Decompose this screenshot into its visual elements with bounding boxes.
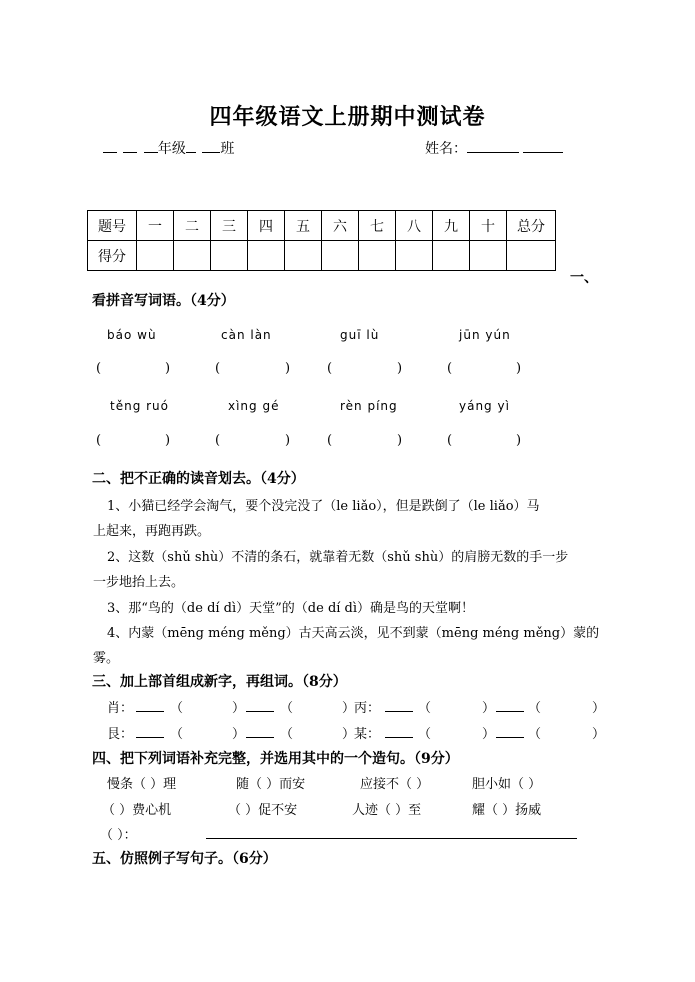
paren-close: ） (592, 727, 606, 742)
blank-line[interactable] (136, 737, 164, 738)
q2-line: 3、那“鸟的（de dí dì）天堂”的（de dí dì）确是鸟的天堂啊！ (107, 601, 475, 616)
pinyin-item: těng ruó (110, 399, 170, 413)
sentence-prompt: （ ）： (100, 828, 137, 843)
q3-char: 肖： (107, 701, 134, 716)
paren-open: （ (418, 727, 432, 742)
q1-number: 一、 (570, 270, 598, 286)
q3-char: 丙： (354, 701, 381, 716)
answer-paren-close: ) (397, 361, 403, 376)
answer-paren-open: ( (447, 433, 453, 448)
table-cell: 得分 (88, 241, 137, 271)
pinyin-item: guī lù (340, 328, 380, 342)
answer-paren-open: ( (327, 361, 333, 376)
answer-paren-close: ) (516, 433, 522, 448)
table-cell: 一 (137, 211, 174, 241)
paren-close: ） (482, 727, 496, 742)
score-cell[interactable] (433, 241, 470, 271)
q2-heading: 二、把不正确的读音划去。（4分） (92, 471, 305, 487)
blank-line[interactable] (385, 711, 413, 712)
score-cell[interactable] (285, 241, 322, 271)
score-table-score-row (88, 241, 556, 271)
paren-close: ） (342, 727, 356, 742)
table-cell: 九 (433, 211, 470, 241)
answer-paren-close: ) (165, 433, 171, 448)
pinyin-item: rèn píng (340, 399, 398, 413)
blank-line[interactable] (136, 711, 164, 712)
blank-line[interactable] (496, 711, 524, 712)
pinyin-item: xìng gé (228, 399, 280, 413)
idiom-item: （ ）促不安 (228, 803, 298, 818)
table-cell: 七 (359, 211, 396, 241)
pinyin-item: báo wù (107, 328, 157, 342)
score-cell[interactable] (507, 241, 556, 271)
paren-close: ） (342, 701, 356, 716)
pinyin-item: càn làn (221, 328, 272, 342)
answer-paren-close: ) (516, 361, 522, 376)
blank-line[interactable] (496, 737, 524, 738)
score-cell[interactable] (396, 241, 433, 271)
pinyin-item: jūn yún (459, 328, 511, 342)
paren-close: ） (232, 701, 246, 716)
score-table (87, 210, 556, 271)
table-cell: 总分 (507, 211, 556, 241)
answer-paren-open: ( (447, 361, 453, 376)
score-cell[interactable] (248, 241, 285, 271)
q2-line: 1、小猫已经学会淘气，要个没完没了（le liǎo），但是跌倒了（le liǎo）马 (107, 499, 540, 514)
table-cell: 八 (396, 211, 433, 241)
paren-open: （ (418, 701, 432, 716)
name-line (425, 138, 563, 158)
table-cell: 五 (285, 211, 322, 241)
grade-label: 年级 (157, 141, 186, 157)
answer-paren-close: ) (397, 433, 403, 448)
q2-line: 2、这数（shǔ shù）不清的条石，就靠着无数（shǔ shù）的肩膀无数的手一步 (107, 550, 569, 565)
paren-open: （ (528, 727, 542, 742)
answer-paren-open: ( (327, 433, 333, 448)
q3-heading: 三、加上部首组成新字，再组词。（8分） (92, 674, 347, 690)
q4-heading: 四、把下列词语补充完整，并选用其中的一个造句。（9分） (92, 751, 459, 767)
idiom-item: 人迹（ ）至 (352, 803, 422, 818)
answer-paren-close: ) (165, 361, 171, 376)
sentence-answer-line[interactable] (206, 838, 577, 839)
score-cell[interactable] (174, 241, 211, 271)
score-cell[interactable] (359, 241, 396, 271)
paren-close: ） (232, 727, 246, 742)
score-cell[interactable] (211, 241, 248, 271)
idiom-item: 随（ ）而安 (236, 777, 306, 792)
table-cell: 十 (470, 211, 507, 241)
q2-line: 上起来，再跑再跌。 (93, 524, 211, 539)
page-title: 四年级语文上册期中测试卷 (209, 104, 486, 130)
pinyin-item: yáng yì (459, 399, 510, 413)
q2-line: 一步地抬上去。 (93, 575, 185, 590)
idiom-item: 胆小如（ ） (472, 777, 542, 792)
answer-paren-open: ( (96, 361, 102, 376)
table-cell: 二 (174, 211, 211, 241)
paren-close: ） (592, 701, 606, 716)
blank-line[interactable] (246, 711, 274, 712)
score-cell[interactable] (322, 241, 359, 271)
table-cell: 三 (211, 211, 248, 241)
paren-open: （ (280, 701, 294, 716)
answer-paren-open: ( (215, 361, 221, 376)
q3-char: 艮： (107, 727, 134, 742)
idiom-item: （ ）费心机 (102, 803, 172, 818)
name-label: 姓名： (425, 141, 467, 157)
table-cell: 六 (322, 211, 359, 241)
paren-open: （ (170, 701, 184, 716)
paren-open: （ (280, 727, 294, 742)
class-label: 班 (220, 141, 235, 157)
blank-line[interactable] (385, 737, 413, 738)
score-cell[interactable] (137, 241, 174, 271)
answer-paren-open: ( (96, 433, 102, 448)
grade-class-line (103, 138, 234, 158)
q2-line: 雾。 (93, 651, 120, 666)
idiom-item: 应接不（ ） (360, 777, 430, 792)
q2-line: 4、内蒙（mēng méng měng）古天高云淡，见不到蒙（mēng méng měng）蒙的 (107, 626, 600, 641)
q1-heading: 看拼音写词语。（4分） (92, 293, 235, 309)
table-cell: 四 (248, 211, 285, 241)
score-cell[interactable] (470, 241, 507, 271)
score-table-header-row (88, 211, 556, 241)
idiom-item: 慢条（ ）理 (107, 777, 177, 792)
idiom-item: 耀（ ）扬威 (472, 803, 542, 818)
blank-line[interactable] (246, 737, 274, 738)
table-cell: 题号 (88, 211, 137, 241)
paren-open: （ (170, 727, 184, 742)
paren-open: （ (528, 701, 542, 716)
paren-close: ） (482, 701, 496, 716)
answer-paren-open: ( (215, 433, 221, 448)
q5-heading: 五、仿照例子写句子。（6分） (92, 851, 277, 867)
q3-char: 某： (354, 727, 381, 742)
answer-paren-close: ) (285, 433, 291, 448)
answer-paren-close: ) (285, 361, 291, 376)
